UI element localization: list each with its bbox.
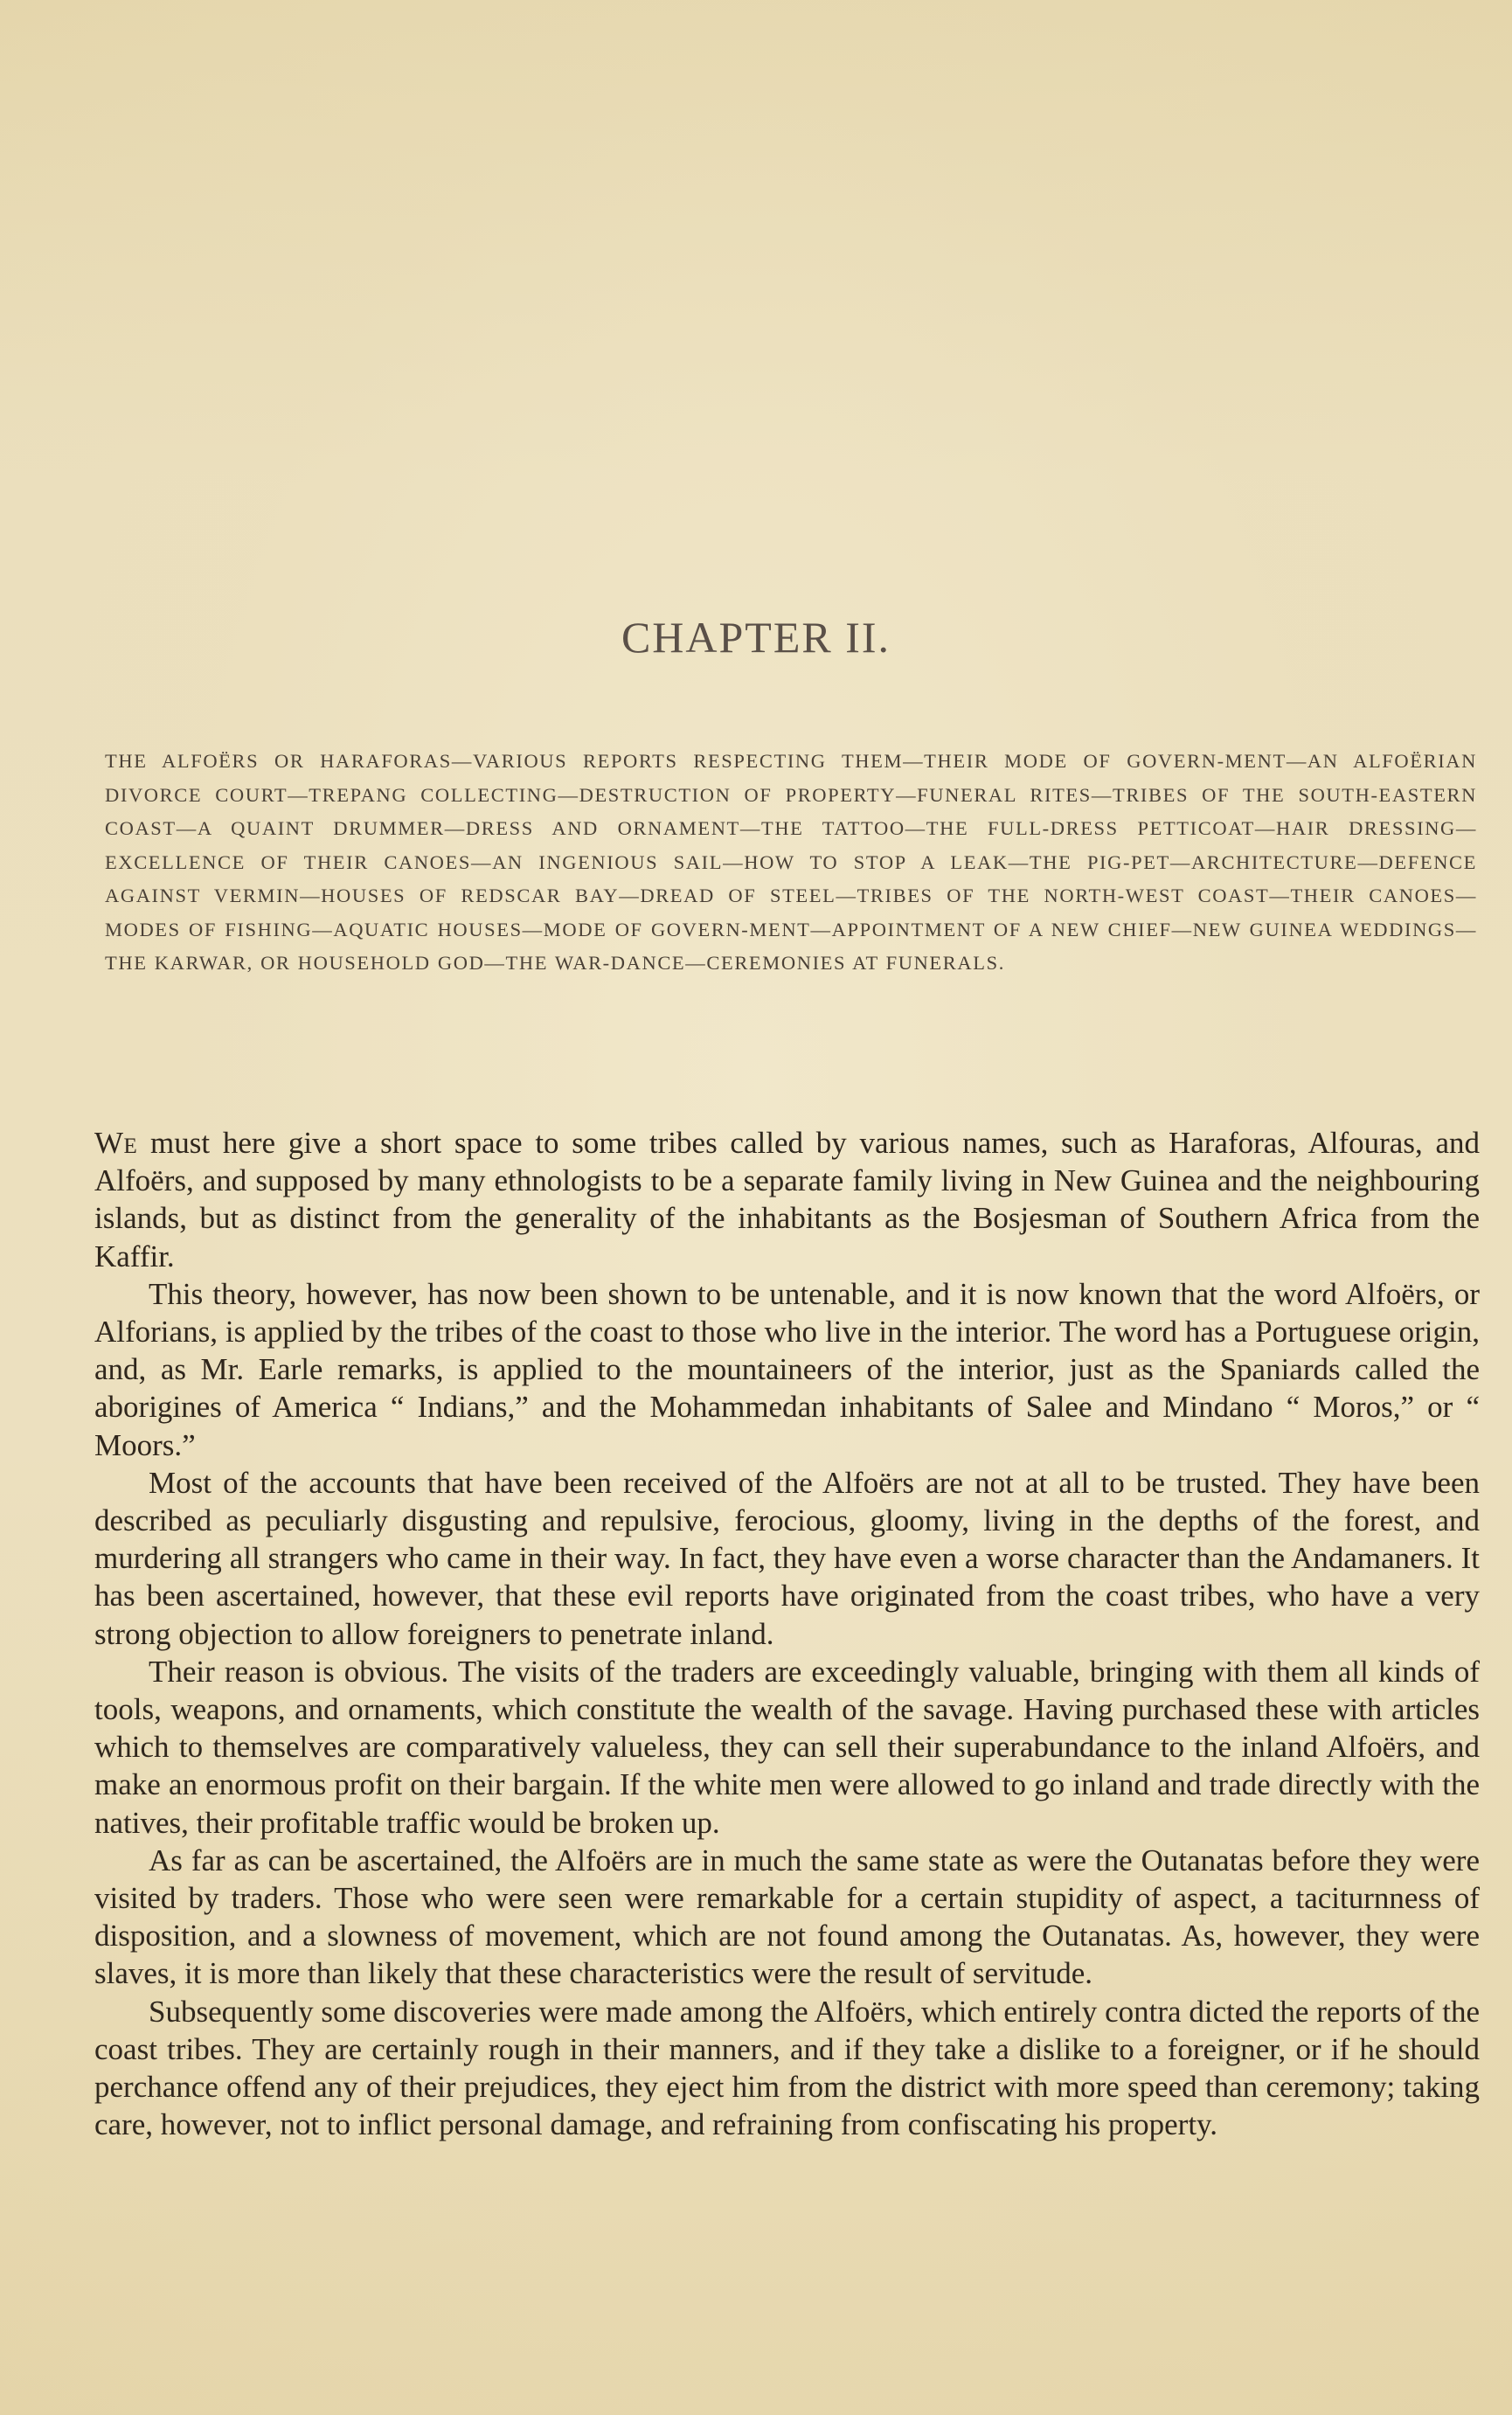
chapter-body [94,1124,1480,2143]
chapter-heading: CHAPTER II. [621,613,891,662]
chapter-synopsis: THE ALFOËRS OR HARAFORAS—VARIOUS REPORTS RESPECTING THEM—THEIR MODE OF GOVERN-MENT—AN ALFOËRIAN DIVORCE COURT—TREPANG COLLECTING—DESTRUCTION OF PROPERTY—FUNERAL RITES—TRIBES OF THE SOUTH-EASTERN COAST—A QUAINT DRUMMER—DRESS AND ORNAMENT—THE TATTOO—THE FULL-DRESS PETTICOAT—HAIR DRESSING—EXCELLENCE OF THEIR CANOES—AN INGENIOUS SAIL—HOW TO STOP A LEAK—THE PIG-PET—ARCHITECTURE—DEFENCE AGAINST VERMIN—HOUSES OF REDSCAR BAY—DREAD OF STEEL—TRIBES OF THE NORTH-WEST COAST—THEIR CANOES—MODES OF FISHING—AQUATIC HOUSES—MODE OF GOVERN-MENT—APPOINTMENT OF A NEW CHIEF—NEW GUINEA WEDDINGS—THE KARWAR, OR HOUSEHOLD GOD—THE WAR-DANCE—CEREMONIES AT FUNERALS. [105,750,1477,974]
paragraph-3: Most of the accounts that have been received of the Alfoërs are not at all to be trusted. They have been described as peculiarly disgusting and repulsive, ferocious, gloomy, living in the depths of the forest, and murdering all strangers who came in their way. In fact, they have even a worse character than the Andamaners. It has been ascertained, however, that these evil reports have originated from the coast tribes, who have a very strong objection to allow foreigners to penetrate inland. [94,1465,1480,1651]
paragraph-4: Their reason is obvious. The visits of the traders are exceedingly valuable, bringing with them all kinds of tools, weapons, and ornaments, which constitute the wealth of the savage. Having purchased these with articles which to themselves are comparatively valueless, they can sell their superabundance to the inland Alfoërs, and make an enormous profit on their bargain. If the white men were allowed to go inland and trade directly with the natives, their profitable traffic would be broken up. [94,1654,1480,1840]
paragraph-5: As far as can be ascertained, the Alfoërs are in much the same state as were the Outanatas before they were visited by traders. Those who were seen were remarkable for a certain stupidity of aspect, a taciturnness of disposition, and a slowness of movement, which are not found among the Outanatas. As, however, they were slaves, it is more than likely that these characteristics were the result of servitude. [94,1842,1480,1991]
paragraph-6: Subsequently some discoveries were made among the Alfoërs, which entirely contra dicted the reports of the coast tribes. They are certainly rough in their manners, and if they take a dislike to a foreigner, or if he should perchance offend any of their prejudices, they eject him from the district with more speed than ceremony; taking care, however, not to inflict personal damage, and refraining from confiscating his property. [94,1994,1480,2142]
paragraph-1 [94,1124,1480,1275]
paragraph-1-text: must here give a short space to some tribes called by various names, such as Haraforas, Alfouras, and Alfoërs, and supposed by many ethnologists to be a separate family living in New Guinea and the neighbouring islands, but as distinct from the generality of the inhabitants as the Bosjesman of Southern Africa from the Kaffir. [94,1126,1480,1273]
lead-word: We [94,1126,138,1160]
paragraph-2: This theory, however, has now been shown to be untenable, and it is now known that the word Alfoërs, or Alforians, is applied by the tribes of the coast to those who live in the interior. The word has a Portuguese origin, and, as Mr. Earle remarks, is applied to the mountaineers of the interior, just as the Spaniards called the aborigines of America “ Indians,” and the Mohammedan inhabitants of Salee and Mindano “ Moros,” or “ Moors.” [94,1276,1480,1462]
